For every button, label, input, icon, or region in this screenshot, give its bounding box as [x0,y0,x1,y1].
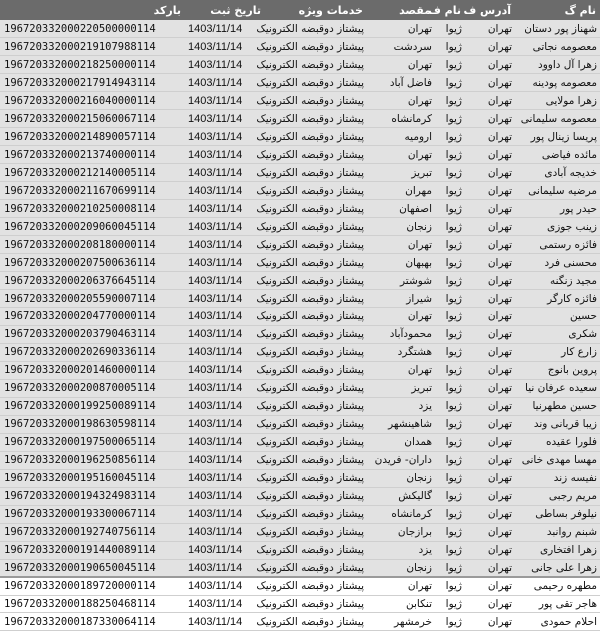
cell-barcode[interactable]: 196720332000210250008114 [0,200,185,218]
cell-name[interactable]: حیدر پور [515,200,600,218]
cell-address[interactable]: تهران [465,74,515,92]
cell-name[interactable]: مطهره رحیمی [515,577,600,595]
table-row[interactable] [0,56,600,74]
cell-date[interactable]: 1403/11/14 [185,74,265,92]
cell-date[interactable]: 1403/11/14 [185,272,265,290]
cell-service[interactable]: پیشتاز دوقبضه الکترونیک [265,379,367,397]
cell-date[interactable]: 1403/11/14 [185,469,265,487]
cell-name[interactable]: سعیده عرفان نیا [515,379,600,397]
cell-address[interactable]: تهران [465,290,515,308]
cell-date[interactable]: 1403/11/14 [185,200,265,218]
table-row[interactable] [0,182,600,200]
cell-service[interactable]: پیشتاز دوقبضه الکترونیک [265,218,367,236]
cell-date[interactable]: 1403/11/14 [185,20,265,38]
cell-address[interactable]: تهران [465,308,515,326]
cell-date[interactable]: 1403/11/14 [185,254,265,272]
cell-name[interactable]: خدیجه آبادی [515,164,600,182]
cell-service[interactable]: پیشتاز دوقبضه الکترونیک [265,523,367,541]
table-row[interactable] [0,272,600,290]
cell-sender-city[interactable]: ژیوا [435,595,465,613]
cell-date[interactable]: 1403/11/14 [185,110,265,128]
cell-address[interactable]: تهران [465,361,515,379]
cell-destination[interactable]: محمودآباد [367,325,435,343]
cell-sender-city[interactable]: ژیوا [435,272,465,290]
table-row[interactable] [0,613,600,631]
cell-sender-city[interactable]: ژیوا [435,469,465,487]
cell-address[interactable]: تهران [465,110,515,128]
cell-service[interactable]: پیشتاز دوقبضه الکترونیک [265,92,367,110]
table-row[interactable] [0,433,600,451]
table-row[interactable] [0,577,600,595]
cell-destination[interactable]: ارومیه [367,128,435,146]
cell-barcode[interactable]: 196720332000220500000114 [0,20,185,38]
cell-sender-city[interactable]: ژیوا [435,38,465,56]
cell-date[interactable]: 1403/11/14 [185,559,265,577]
cell-date[interactable]: 1403/11/14 [185,505,265,523]
header-date[interactable]: تاریخ ثبت [210,3,261,17]
cell-barcode[interactable]: 196720332000217914943114 [0,74,185,92]
table-row[interactable] [0,541,600,559]
cell-date[interactable]: 1403/11/14 [185,541,265,559]
table-row[interactable] [0,290,600,308]
cell-date[interactable]: 1403/11/14 [185,236,265,254]
table-row[interactable] [0,236,600,254]
cell-service[interactable]: پیشتاز دوقبضه الکترونیک [265,20,367,38]
table-row[interactable] [0,343,600,361]
cell-address[interactable]: تهران [465,56,515,74]
cell-date[interactable]: 1403/11/14 [185,595,265,613]
cell-service[interactable]: پیشتاز دوقبضه الکترونیک [265,164,367,182]
cell-service[interactable]: پیشتاز دوقبضه الکترونیک [265,254,367,272]
cell-barcode[interactable]: 196720332000190650045114 [0,559,185,577]
cell-service[interactable]: پیشتاز دوقبضه الکترونیک [265,146,367,164]
cell-address[interactable]: تهران [465,218,515,236]
cell-destination[interactable]: خرمشهر [367,613,435,631]
cell-destination[interactable]: تهران [367,56,435,74]
cell-date[interactable]: 1403/11/14 [185,577,265,595]
header-barcode[interactable]: بارکد [153,3,181,17]
cell-destination[interactable]: تهران [367,20,435,38]
cell-date[interactable]: 1403/11/14 [185,218,265,236]
header-service[interactable]: خدمات ویژه [298,3,363,17]
cell-destination[interactable]: تبریز [367,164,435,182]
cell-name[interactable]: زارع کار [515,343,600,361]
cell-sender-city[interactable]: ژیوا [435,20,465,38]
table-row[interactable] [0,164,600,182]
cell-barcode[interactable]: 196720332000200870005114 [0,379,185,397]
table-row[interactable] [0,20,600,38]
cell-address[interactable]: تهران [465,595,515,613]
cell-destination[interactable]: همدان [367,433,435,451]
cell-destination[interactable]: زنجان [367,218,435,236]
cell-service[interactable]: پیشتاز دوقبضه الکترونیک [265,577,367,595]
table-row[interactable] [0,200,600,218]
cell-sender-city[interactable]: ژیوا [435,577,465,595]
table-row[interactable] [0,415,600,433]
cell-address[interactable]: تهران [465,325,515,343]
cell-barcode[interactable]: 196720332000201460000114 [0,361,185,379]
cell-name[interactable]: مهسا مهدی خانی [515,451,600,469]
cell-destination[interactable]: تهران [367,577,435,595]
cell-sender-city[interactable]: ژیوا [435,451,465,469]
cell-service[interactable]: پیشتاز دوقبضه الکترونیک [265,595,367,613]
cell-destination[interactable]: شیراز [367,290,435,308]
cell-barcode[interactable]: 196720332000213740000114 [0,146,185,164]
cell-sender-city[interactable]: ژیوا [435,182,465,200]
cell-date[interactable]: 1403/11/14 [185,613,265,631]
table-header [0,0,600,20]
cell-barcode[interactable]: 196720332000218250000114 [0,56,185,74]
cell-service[interactable]: پیشتاز دوقبضه الکترونیک [265,308,367,326]
cell-barcode[interactable]: 196720332000192740756114 [0,523,185,541]
cell-date[interactable]: 1403/11/14 [185,38,265,56]
cell-service[interactable]: پیشتاز دوقبضه الکترونیک [265,541,367,559]
cell-name[interactable]: حسین مطهرنیا [515,397,600,415]
cell-service[interactable]: پیشتاز دوقبضه الکترونیک [265,182,367,200]
header-name[interactable]: نام گ [564,3,596,17]
cell-address[interactable]: تهران [465,92,515,110]
cell-service[interactable]: پیشتاز دوقبضه الکترونیک [265,397,367,415]
cell-name[interactable]: شکری [515,325,600,343]
table-row[interactable] [0,451,600,469]
cell-sender-city[interactable]: ژیوا [435,200,465,218]
cell-sender-city[interactable]: ژیوا [435,433,465,451]
cell-date[interactable]: 1403/11/14 [185,451,265,469]
cell-destination[interactable]: کرمانشاه [367,505,435,523]
cell-address[interactable]: تهران [465,20,515,38]
cell-barcode[interactable]: 196720332000187330064114 [0,613,185,631]
cell-service[interactable]: پیشتاز دوقبضه الکترونیک [265,487,367,505]
cell-address[interactable]: تهران [465,613,515,631]
cell-barcode[interactable]: 196720332000215060067114 [0,110,185,128]
cell-sender-city[interactable]: ژیوا [435,559,465,577]
cell-name[interactable]: شبنم روانبد [515,523,600,541]
cell-name[interactable]: فائزه کارگر [515,290,600,308]
cell-name[interactable]: محسنی فرد [515,254,600,272]
cell-destination[interactable]: هشتگرد [367,343,435,361]
header-row [0,0,600,20]
cell-barcode[interactable]: 196720332000212140005114 [0,164,185,182]
table-row[interactable] [0,361,600,379]
cell-service[interactable]: پیشتاز دوقبضه الکترونیک [265,290,367,308]
cell-destination[interactable]: شاهینشهر [367,415,435,433]
header-sender-city[interactable]: نام ف [428,3,461,17]
cell-barcode[interactable]: 196720332000219107988114 [0,38,185,56]
cell-destination[interactable]: بهبهان [367,254,435,272]
cell-sender-city[interactable]: ژیوا [435,236,465,254]
cell-address[interactable]: تهران [465,182,515,200]
table-row[interactable] [0,397,600,415]
cell-name[interactable]: مجید زنگنه [515,272,600,290]
cell-barcode[interactable]: 196720332000209060045114 [0,218,185,236]
table-row[interactable] [0,523,600,541]
table-row[interactable] [0,505,600,523]
cell-barcode[interactable]: 196720332000196250856114 [0,451,185,469]
table-row[interactable] [0,74,600,92]
cell-name[interactable]: پریسا زینال پور [515,128,600,146]
cell-name[interactable]: زینب جوزی [515,218,600,236]
cell-barcode[interactable]: 196720332000216040000114 [0,92,185,110]
cell-sender-city[interactable]: ژیوا [435,505,465,523]
cell-sender-city[interactable]: ژیوا [435,56,465,74]
cell-destination[interactable]: یزد [367,397,435,415]
cell-address[interactable]: تهران [465,559,515,577]
cell-barcode[interactable]: 196720332000207500636114 [0,254,185,272]
cell-date[interactable]: 1403/11/14 [185,523,265,541]
cell-name[interactable]: زهرا افتخاری [515,541,600,559]
cell-date[interactable]: 1403/11/14 [185,325,265,343]
table-row[interactable] [0,559,600,577]
cell-address[interactable]: تهران [465,577,515,595]
cell-date[interactable]: 1403/11/14 [185,164,265,182]
cell-name[interactable]: نفیسه زند [515,469,600,487]
cell-date[interactable]: 1403/11/14 [185,182,265,200]
cell-destination[interactable]: تنکابن [367,595,435,613]
cell-barcode[interactable]: 196720332000194324983114 [0,487,185,505]
cell-service[interactable]: پیشتاز دوقبضه الکترونیک [265,74,367,92]
table-row[interactable] [0,469,600,487]
cell-address[interactable]: تهران [465,505,515,523]
cell-service[interactable]: پیشتاز دوقبضه الکترونیک [265,505,367,523]
cell-sender-city[interactable]: ژیوا [435,325,465,343]
cell-date[interactable]: 1403/11/14 [185,415,265,433]
cell-date[interactable]: 1403/11/14 [185,308,265,326]
table-row[interactable] [0,254,600,272]
cell-barcode[interactable]: 196720332000197500065114 [0,433,185,451]
cell-sender-city[interactable]: ژیوا [435,523,465,541]
cell-barcode[interactable]: 196720332000195160045114 [0,469,185,487]
cell-date[interactable]: 1403/11/14 [185,92,265,110]
cell-sender-city[interactable]: ژیوا [435,361,465,379]
cell-date[interactable]: 1403/11/14 [185,146,265,164]
cell-barcode[interactable]: 196720332000208180000114 [0,236,185,254]
cell-name[interactable]: زیبا قربانی وند [515,415,600,433]
cell-barcode[interactable]: 196720332000206376645114 [0,272,185,290]
cell-barcode[interactable]: 196720332000214890057114 [0,128,185,146]
cell-service[interactable]: پیشتاز دوقبضه الکترونیک [265,56,367,74]
cell-sender-city[interactable]: ژیوا [435,146,465,164]
cell-service[interactable]: پیشتاز دوقبضه الکترونیک [265,433,367,451]
cell-date[interactable]: 1403/11/14 [185,343,265,361]
cell-destination[interactable]: مهران [367,182,435,200]
cell-destination[interactable]: زنجان [367,559,435,577]
cell-barcode[interactable]: 196720332000188250468114 [0,595,185,613]
cell-sender-city[interactable]: ژیوا [435,128,465,146]
cell-name[interactable]: نیلوفر بساطی [515,505,600,523]
cell-date[interactable]: 1403/11/14 [185,128,265,146]
cell-sender-city[interactable]: ژیوا [435,254,465,272]
cell-service[interactable]: پیشتاز دوقبضه الکترونیک [265,110,367,128]
cell-name[interactable]: معصومه سلیمانی [515,110,600,128]
cell-destination[interactable]: تهران [367,92,435,110]
table-row[interactable] [0,110,600,128]
cell-address[interactable]: تهران [465,128,515,146]
cell-name[interactable]: مرضیه سلیمانی [515,182,600,200]
cell-sender-city[interactable]: ژیوا [435,487,465,505]
cell-address[interactable]: تهران [465,379,515,397]
cell-destination[interactable]: تبریز [367,379,435,397]
cell-service[interactable]: پیشتاز دوقبضه الکترونیک [265,343,367,361]
cell-address[interactable]: تهران [465,433,515,451]
cell-destination[interactable]: داران- فریدن [367,451,435,469]
table-row[interactable] [0,38,600,56]
cell-address[interactable]: تهران [465,164,515,182]
cell-name[interactable]: شهناز پور دستان [515,20,600,38]
cell-address[interactable]: تهران [465,397,515,415]
cell-date[interactable]: 1403/11/14 [185,290,265,308]
table-row[interactable] [0,487,600,505]
cell-destination[interactable]: کرمانشاه [367,110,435,128]
cell-sender-city[interactable]: ژیوا [435,218,465,236]
cell-sender-city[interactable]: ژیوا [435,74,465,92]
cell-barcode[interactable]: 196720332000193300067114 [0,505,185,523]
cell-name[interactable]: احلام حمودی [515,613,600,631]
cell-destination[interactable]: تهران [367,308,435,326]
block-separator [0,576,600,578]
cell-address[interactable]: تهران [465,38,515,56]
cell-name[interactable]: فلورا عقیده [515,433,600,451]
cell-address[interactable]: تهران [465,146,515,164]
cell-sender-city[interactable]: ژیوا [435,397,465,415]
table-row[interactable] [0,146,600,164]
cell-service[interactable]: پیشتاز دوقبضه الکترونیک [265,559,367,577]
cell-date[interactable]: 1403/11/14 [185,433,265,451]
cell-service[interactable]: پیشتاز دوقبضه الکترونیک [265,325,367,343]
cell-name[interactable]: زهرا آل داوود [515,56,600,74]
table-body [0,20,600,631]
table-row[interactable] [0,595,600,613]
cell-name[interactable]: هاجر تقی پور [515,595,600,613]
cell-name[interactable]: پروین بانوج [515,361,600,379]
cell-service[interactable]: پیشتاز دوقبضه الکترونیک [265,200,367,218]
cell-destination[interactable]: برازجان [367,523,435,541]
cell-service[interactable]: پیشتاز دوقبضه الکترونیک [265,415,367,433]
cell-destination[interactable]: اصفهان [367,200,435,218]
cell-address[interactable]: تهران [465,343,515,361]
table-row[interactable] [0,218,600,236]
cell-date[interactable]: 1403/11/14 [185,379,265,397]
cell-name[interactable]: معصومه پودینه [515,74,600,92]
table-row[interactable] [0,379,600,397]
cell-service[interactable]: پیشتاز دوقبضه الکترونیک [265,361,367,379]
cell-barcode[interactable]: 196720332000199250089114 [0,397,185,415]
cell-destination[interactable]: تهران [367,146,435,164]
cell-destination[interactable]: یزد [367,541,435,559]
cell-sender-city[interactable]: ژیوا [435,92,465,110]
cell-service[interactable]: پیشتاز دوقبضه الکترونیک [265,236,367,254]
cell-barcode[interactable]: 196720332000211670699114 [0,182,185,200]
cell-sender-city[interactable]: ژیوا [435,110,465,128]
cell-date[interactable]: 1403/11/14 [185,487,265,505]
cell-address[interactable]: تهران [465,523,515,541]
cell-address[interactable]: تهران [465,541,515,559]
cell-name[interactable]: مریم رجبی [515,487,600,505]
cell-service[interactable]: پیشتاز دوقبضه الکترونیک [265,128,367,146]
cell-address[interactable]: تهران [465,254,515,272]
cell-name[interactable]: معصومه نجاتی [515,38,600,56]
cell-address[interactable]: تهران [465,200,515,218]
cell-address[interactable]: تهران [465,236,515,254]
cell-service[interactable]: پیشتاز دوقبضه الکترونیک [265,38,367,56]
table-row[interactable] [0,308,600,326]
cell-sender-city[interactable]: ژیوا [435,290,465,308]
cell-name[interactable]: مائده فیاضی [515,146,600,164]
cell-service[interactable]: پیشتاز دوقبضه الکترونیک [265,272,367,290]
table-row[interactable] [0,325,600,343]
cell-service[interactable]: پیشتاز دوقبضه الکترونیک [265,451,367,469]
cell-destination[interactable]: زنجان [367,469,435,487]
cell-destination[interactable]: سردشت [367,38,435,56]
cell-barcode[interactable]: 196720332000198630598114 [0,415,185,433]
cell-destination[interactable]: شوشتر [367,272,435,290]
cell-date[interactable]: 1403/11/14 [185,361,265,379]
cell-destination[interactable]: تهران [367,236,435,254]
header-address[interactable]: آدرس ف [463,3,511,17]
table-row[interactable] [0,128,600,146]
cell-destination[interactable]: گالیکش [367,487,435,505]
cell-service[interactable]: پیشتاز دوقبضه الکترونیک [265,613,367,631]
cell-barcode[interactable]: 196720332000189720000114 [0,577,185,595]
cell-sender-city[interactable]: ژیوا [435,541,465,559]
cell-destination[interactable]: فاضل آباد [367,74,435,92]
cell-name[interactable]: زهرا علی جانی [515,559,600,577]
table-row[interactable] [0,92,600,110]
cell-barcode[interactable]: 196720332000203790463114 [0,325,185,343]
cell-sender-city[interactable]: ژیوا [435,308,465,326]
cell-name[interactable]: فائزه رستمی [515,236,600,254]
cell-barcode[interactable]: 196720332000204770000114 [0,308,185,326]
cell-address[interactable]: تهران [465,451,515,469]
cell-date[interactable]: 1403/11/14 [185,56,265,74]
cell-sender-city[interactable]: ژیوا [435,613,465,631]
cell-address[interactable]: تهران [465,469,515,487]
cell-sender-city[interactable]: ژیوا [435,343,465,361]
cell-barcode[interactable]: 196720332000191440089114 [0,541,185,559]
cell-service[interactable]: پیشتاز دوقبضه الکترونیک [265,469,367,487]
cell-address[interactable]: تهران [465,487,515,505]
cell-address[interactable]: تهران [465,272,515,290]
cell-sender-city[interactable]: ژیوا [435,415,465,433]
cell-sender-city[interactable]: ژیوا [435,164,465,182]
cell-destination[interactable]: تهران [367,361,435,379]
cell-name[interactable]: زهرا مولایی [515,92,600,110]
cell-barcode[interactable]: 196720332000202690336114 [0,343,185,361]
cell-date[interactable]: 1403/11/14 [185,397,265,415]
cell-name[interactable]: حسین [515,308,600,326]
cell-barcode[interactable]: 196720332000205590007114 [0,290,185,308]
cell-sender-city[interactable]: ژیوا [435,379,465,397]
header-destination[interactable]: مقصد [399,3,431,17]
cell-address[interactable]: تهران [465,415,515,433]
